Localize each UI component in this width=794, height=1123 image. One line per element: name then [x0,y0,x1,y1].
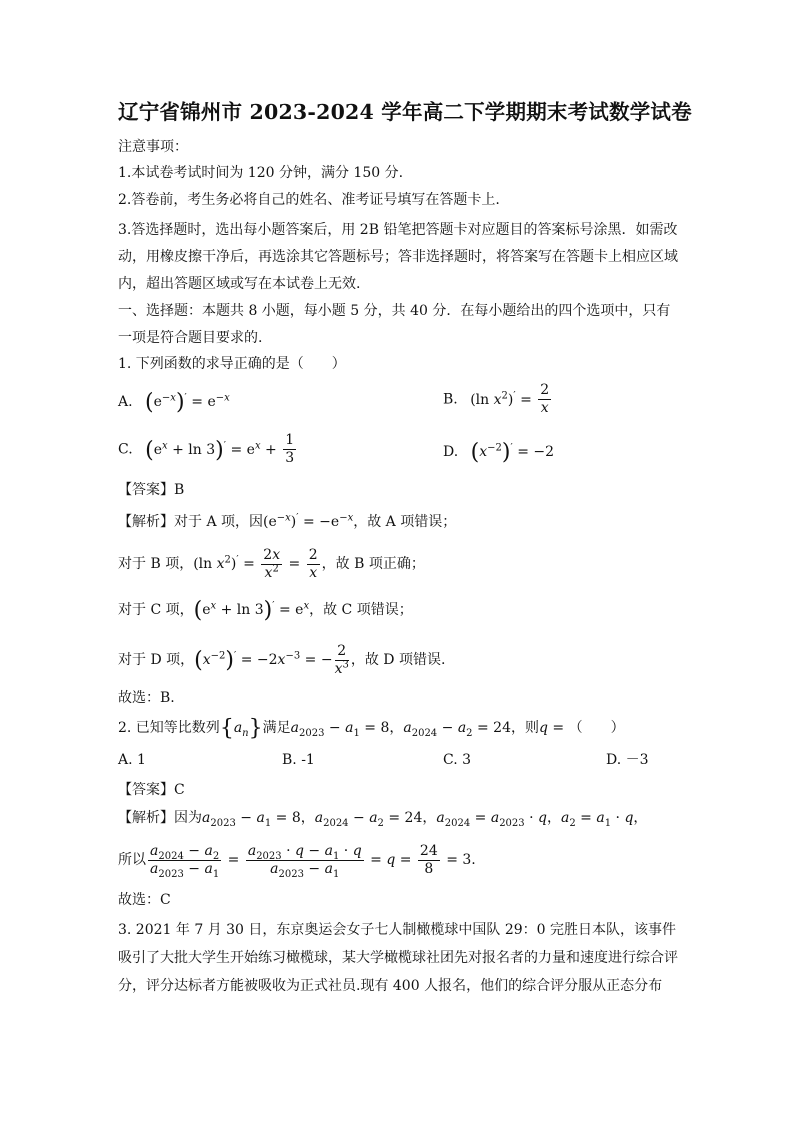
analysis-text: 对于 C 项， [118,602,194,618]
q1-analysis-line-4: 对于 D 项，$(x^{-2})' = -2x^{-3}$ = − $\frac{2}{x^3}$ ，故 D 项错误. [118,642,446,677]
q1-analysis-line-3: 对于 C 项，$(e^x + \ln 3)' = e^x$，故 C 项错误； [118,598,413,623]
q2-choose: 故选：C [118,892,171,908]
q2-stem-text: 满足 [262,720,291,736]
analysis-label: 【解析】 [118,514,174,530]
q1-stem: 1. 下列函数的求导正确的是（ ） [118,356,346,372]
q1-option-b-label: B. [443,391,458,408]
q1-option-c [118,432,298,467]
q2-stem-text: （ ） [568,720,625,736]
page-title: 辽宁省锦州市 2023-2024 学年高二下学期期末考试数学试卷 [118,100,692,124]
notice-item-2: 2.答卷前，考生务必将自己的姓名、准考证号填写在答题卡上. [118,192,500,208]
q1-option-c-label: C. [118,441,133,458]
q1-answer: 【答案】B [118,482,185,498]
notice-item-3: 3.答选择题时，选出每小题答案后，用 2B 铅笔把答题卡对应题目的答案标号涂黑．如需改动，用橡皮擦干净后，再选涂其它答题标号；答非选择题时，将答案写在答题卡上相应区域内，超出答题区域或写在本试卷上无效. [118,222,678,292]
q1-option-d [443,442,554,463]
notice-heading: 注意事项： [118,139,188,155]
q2-option-b: B. -1 [282,752,315,768]
q1-option-a [118,392,230,413]
analysis-text: 所以 [118,852,146,868]
q2-option-a: A. 1 [118,752,146,768]
q2-option-c: C. 3 [443,752,472,768]
q2-analysis-line-1: 【解析】因为$a_{2023} - a_1 = 8$，$a_{2024} - a_2 = 24$，$a_{2024} = a_{2023} \cdot q$，$a_2 = a_1 \cdot q$， [118,810,648,829]
q1-option-b-formula: (ln $x^2)'$ = $\frac{2}{x}$ [470,382,550,416]
q1-option-d-label: D. [443,444,459,460]
analysis-text: 对于 B 项， [118,556,194,572]
notice-item-1: 1.本试卷考试时间为 120 分钟，满分 150 分. [118,165,404,181]
section-heading: 一、选择题：本题共 8 小题，每小题 5 分，共 40 分．在每小题给出的四个选项中，只有一项是符合题目要求的. [118,303,671,346]
analysis-text: ，故 B 项正确； [321,556,425,572]
q3-stem: 3. 2021 年 7 月 30 日，东京奥运会女子七人制橄榄球中国队 29：0 完胜日本队，该事件吸引了大批大学生开始练习橄榄球，某大学橄榄球社团先对报名者的力量和速度进行综合评分，评分达标者方能被吸收为正式社员.现有 400 人报名，他们的综合评分服从正态分布 [118,922,678,994]
q2-option-d: D. －3 [606,752,649,768]
q2-stem-text: 2. 已知等比数列 [118,720,220,736]
analysis-text: ，故 D 项错误. [350,652,446,668]
q2-stem-text: ，则 [511,720,539,736]
analysis-text: 对于 A 项，因 [174,514,264,530]
q1-option-b [443,382,553,417]
q1-option-d-formula: $(x^{-2})' = -2$ [470,440,555,465]
q1-option-a-label: A. [118,394,133,410]
q1-analysis-line-2: 对于 B 项，(ln $x^2)'$ = $\frac{2x}{x^2}$ = $\frac{2}{x}$ ，故 B 项正确； [118,546,425,581]
analysis-text: 对于 D 项， [118,652,195,668]
analysis-text: ，故 A 项错误； [353,514,457,530]
q1-option-c-formula: $(e^x + \ln 3)' = e^x$ + $\frac{1}{3}$ [145,432,295,466]
analysis-label: 【解析】 [118,810,174,826]
analysis-text: 因为 [174,810,202,826]
q2-stem: 2. 已知等比数列$\{a_n\}$满足$a_{2023} - a_1 = 8$，$a_{2024} - a_2 = 24$，则q = （ ） [118,716,625,741]
q1-choose: 故选：B. [118,690,175,706]
q1-option-a-formula: $(e^{-x})' = e^{-x}$ [145,390,230,415]
q2-analysis-line-2: 所以 $\frac{a_{2024} - a_2}{a_{2023} - a_1}$ = $\frac{a_{2023} \cdot q - a_1 \cdot q}{a_{2023} - a_1}$ = q = $\frac{24}{8}$ = 3. [118,842,476,880]
analysis-text: ，故 C 项错误； [309,602,413,618]
q2-answer: 【答案】C [118,782,185,798]
q1-analysis-line-1: 【解析】对于 A 项，因$(e^{-x})' = -e^{-x}$，故 A 项错误； [118,512,457,530]
